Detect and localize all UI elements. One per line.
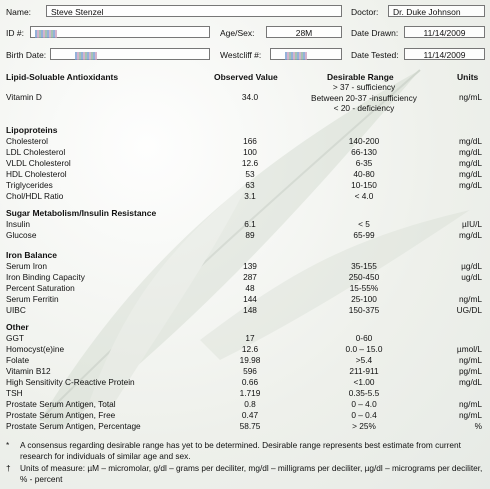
test-name: UIBC	[6, 305, 26, 315]
test-unit: ng/mL	[458, 294, 482, 304]
result-row	[0, 333, 490, 344]
column-observed: Observed Value	[214, 72, 278, 82]
westcliff-field	[270, 48, 342, 60]
test-name: Prostate Serum Antigen, Total	[6, 399, 116, 409]
test-name: LDL Cholesterol	[6, 147, 66, 157]
result-row	[0, 294, 490, 305]
agesex-field: 28M	[266, 26, 342, 38]
test-range: 0-60	[355, 333, 373, 343]
date-drawn-field: 11/14/2009	[404, 26, 485, 38]
redacted-birthdate	[75, 52, 97, 60]
result-row	[0, 305, 490, 316]
test-name: Folate	[6, 355, 30, 365]
test-unit: mg/dL	[458, 136, 482, 146]
test-name: Vitamin B12	[6, 366, 51, 376]
test-name: VLDL Cholesterol	[6, 158, 71, 168]
test-unit: ng/mL	[458, 399, 482, 409]
test-name: Insulin	[6, 219, 30, 229]
date-drawn-label: Date Drawn:	[351, 28, 399, 38]
redacted-id	[35, 30, 57, 38]
result-row	[0, 191, 490, 202]
doctor-field: Dr. Duke Johnson	[388, 5, 485, 17]
test-value: 12.6	[241, 158, 259, 168]
test-unit: mg/dL	[458, 158, 482, 168]
test-name: Prostate Serum Antigen, Percentage	[6, 421, 141, 431]
test-name: TSH	[6, 388, 23, 398]
agesex-label: Age/Sex:	[220, 28, 255, 38]
vitd-range-line: Between 20-37 -insufficiency	[311, 92, 417, 103]
result-row	[0, 147, 490, 158]
test-range: 10-150	[351, 180, 377, 190]
column-units: Units	[457, 72, 479, 82]
id-label: ID #:	[6, 28, 24, 38]
result-row	[0, 399, 490, 410]
test-range: 6-35	[355, 158, 373, 168]
test-range: 140-200	[348, 136, 380, 146]
result-row	[0, 344, 490, 355]
test-name: Vitamin D	[6, 92, 42, 102]
test-name: Cholesterol	[6, 136, 48, 146]
result-row	[0, 180, 490, 191]
vitd-range-line: < 20 - deficiency	[333, 103, 395, 113]
test-value: 53	[245, 169, 255, 179]
result-row	[0, 421, 490, 432]
test-unit: mg/dL	[458, 377, 482, 387]
test-name: Iron Binding Capacity	[6, 272, 85, 282]
test-unit: mg/dL	[458, 169, 482, 179]
test-name: Percent Saturation	[6, 283, 75, 293]
test-unit: ng/mL	[458, 355, 482, 365]
test-range: < 4.0	[354, 191, 374, 201]
test-range: 150-375	[348, 305, 380, 315]
test-unit: pg/mL	[458, 366, 482, 376]
doctor-label: Doctor:	[351, 7, 379, 17]
test-value: 12.6	[241, 344, 259, 354]
section-title-iron: Iron Balance	[6, 250, 58, 260]
test-range: 35-155	[351, 261, 377, 271]
test-name: Homocyst(e)ine	[6, 344, 65, 354]
section-title-other: Other	[6, 322, 29, 332]
test-range: 0 – 4.0	[351, 399, 377, 409]
test-range: 40-80	[353, 169, 375, 179]
test-range: 25-100	[351, 294, 377, 304]
test-value: 100	[243, 147, 257, 157]
test-unit: ng/mL	[458, 92, 482, 102]
result-row	[0, 219, 490, 230]
test-range: 0.35-5.5	[348, 388, 380, 398]
result-row	[0, 388, 490, 399]
result-row	[0, 136, 490, 147]
redacted-westcliff	[285, 52, 307, 60]
test-unit: UG/DL	[456, 305, 482, 315]
test-name: Serum Iron	[6, 261, 48, 271]
test-value: 58.75	[239, 421, 261, 431]
test-value: 17	[245, 333, 255, 343]
result-row	[0, 410, 490, 421]
test-unit: µmol/L	[456, 344, 482, 354]
test-value: 3.1	[244, 191, 256, 201]
name-field: Steve Stenzel	[46, 5, 342, 17]
test-value: 0.47	[241, 410, 259, 420]
footnote	[6, 440, 484, 462]
test-range: 211-911	[349, 366, 379, 376]
westcliff-label: Westcliff #:	[220, 50, 262, 60]
birth-date-field	[50, 48, 210, 60]
section-title-sugar: Sugar Metabolism/Insulin Resistance	[6, 208, 157, 218]
test-name: GGT	[6, 333, 24, 343]
date-tested-field: 11/14/2009	[404, 48, 485, 60]
test-name: Chol/HDL Ratio	[6, 191, 64, 201]
test-unit: %	[474, 421, 482, 431]
test-name: Prostate Serum Antigen, Free	[6, 410, 116, 420]
name-label: Name:	[6, 7, 32, 17]
result-row	[0, 283, 490, 294]
result-row	[0, 169, 490, 180]
result-row	[0, 355, 490, 366]
result-row	[0, 158, 490, 169]
id-field	[30, 26, 210, 38]
test-value: 89	[245, 230, 255, 240]
vitd-range	[290, 82, 438, 114]
test-value: 144	[243, 294, 257, 304]
test-unit: mg/dL	[458, 180, 482, 190]
test-range: > 25%	[352, 421, 376, 431]
test-unit: mg/dL	[458, 230, 482, 240]
test-name: HDL Cholesterol	[6, 169, 67, 179]
test-range: 0.0 – 15.0	[345, 344, 383, 354]
test-value: 19.98	[239, 355, 261, 365]
test-range: 15-55%	[349, 283, 379, 293]
test-unit: µg/dL	[461, 261, 482, 271]
vitd-range-line: > 37 - sufficiency	[332, 82, 396, 92]
section-title-antioxidants: Lipid-Soluable Antioxidants	[6, 72, 119, 82]
footnote-mark: *	[6, 440, 10, 450]
test-name: Glucose	[6, 230, 37, 240]
test-unit: µIU/L	[462, 219, 482, 229]
test-range: < 5	[358, 219, 370, 229]
test-unit: mg/dL	[458, 147, 482, 157]
section-title-lipoproteins: Lipoproteins	[6, 125, 58, 135]
test-range: <1.00	[353, 377, 375, 387]
test-value: 596	[243, 366, 257, 376]
test-value: 166	[243, 136, 257, 146]
test-value: 6.1	[244, 219, 256, 229]
footnote	[6, 463, 484, 485]
test-name: Serum Ferritin	[6, 294, 59, 304]
result-row	[0, 272, 490, 283]
date-tested-label: Date Tested:	[351, 50, 399, 60]
test-value: 0.66	[241, 377, 259, 387]
test-value: 0.8	[244, 399, 256, 409]
footnote-text: A consensus regarding desirable range has yet to be determined. Desirable range represents best estimate from current research for individuals of similar age and sex.	[20, 440, 461, 461]
column-range: Desirable Range	[327, 72, 394, 82]
test-value: 48	[245, 283, 255, 293]
footnote-mark: †	[6, 463, 11, 473]
test-value: 63	[245, 180, 255, 190]
test-range: 65-99	[353, 230, 375, 240]
test-range: >5.4	[355, 355, 373, 365]
result-row	[0, 230, 490, 241]
result-row	[0, 261, 490, 272]
result-row	[0, 377, 490, 388]
test-value: 287	[243, 272, 257, 282]
birth-date-label: Birth Date:	[6, 50, 47, 60]
test-value: 139	[243, 261, 257, 271]
test-unit: ug/dL	[461, 272, 482, 282]
test-name: High Sensitivity C-Reactive Protein	[6, 377, 135, 387]
test-value: 148	[243, 305, 257, 315]
test-range: 66-130	[351, 147, 377, 157]
test-name: Triglycerides	[6, 180, 53, 190]
test-value: 1.719	[239, 388, 261, 398]
test-range: 0 – 0.4	[351, 410, 377, 420]
test-unit: ng/mL	[458, 410, 482, 420]
result-row	[0, 366, 490, 377]
test-range: 250-450	[348, 272, 380, 282]
footnote-text: Units of measure: µM – micromolar, g/dl – grams per deciliter, mg/dl – milligrams per deciliter, µg/dl – micrograms per deciliter, % - percent	[20, 463, 483, 484]
test-value: 34.0	[241, 92, 259, 102]
